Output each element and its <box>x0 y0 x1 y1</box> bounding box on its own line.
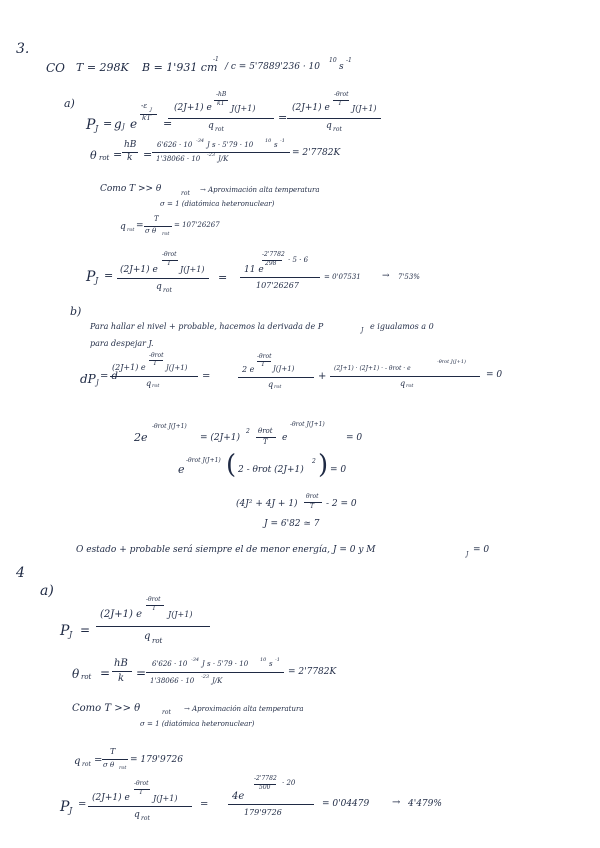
derivative-operator: = d <box>100 371 118 382</box>
fraction-bar <box>102 759 128 760</box>
exponential-e: e <box>178 463 185 476</box>
exponent: -23 <box>201 674 210 680</box>
fraction-denominator-subscript: rot <box>152 383 160 389</box>
fraction-numerator-tail: J s · 5'79 · 10 <box>207 141 254 149</box>
fraction-numerator: 6'626 · 10 <box>157 141 193 149</box>
equals-sign: = <box>103 117 113 130</box>
solution: J = 6'82 ≃ 7 <box>264 519 320 529</box>
q-subscript: rot <box>127 227 135 233</box>
unit: J/K <box>212 677 223 685</box>
exponent-numerator: -θrot <box>334 91 349 98</box>
equals-zero: = 0 <box>346 433 363 443</box>
theta-symbol: θ <box>90 149 97 162</box>
pj-subscript: J <box>95 124 99 133</box>
fraction-denominator-subscript: rot <box>274 384 282 390</box>
unit: s <box>269 660 273 668</box>
part-label: b) <box>70 305 82 318</box>
fraction-numerator: T <box>110 747 116 756</box>
fraction-bar <box>152 152 290 153</box>
fraction-bar <box>112 671 132 672</box>
condition-text: Como T >> θ <box>72 703 141 714</box>
fraction-denominator: T <box>310 503 315 510</box>
fraction-denominator: q <box>156 282 162 292</box>
exponent: -θrot J(J+1) <box>186 457 221 464</box>
fraction-numerator: θrot <box>306 493 319 500</box>
fraction-numerator: hB <box>124 140 137 150</box>
exponent-numerator: -θrot <box>146 596 161 603</box>
speed-of-light: / c = 5'7889'236 · 10 <box>225 62 320 72</box>
pj-symbol: P <box>60 623 70 639</box>
species: CO <box>46 61 66 75</box>
equals-sign: = <box>80 623 91 637</box>
exponent-denominator: T <box>153 360 158 367</box>
result: = 107'26267 <box>174 221 220 229</box>
exponent-denominator: T <box>261 361 266 368</box>
condition-subscript: rot <box>181 190 190 197</box>
exponent-denominator: kT <box>217 100 225 107</box>
fraction-denominator: q <box>134 810 140 820</box>
exponent-numerator: -2'7782 <box>262 251 285 258</box>
fraction-bar <box>96 626 210 627</box>
fraction-bar <box>240 277 320 278</box>
equals-sign: = <box>200 799 209 810</box>
fraction-denominator-subscript: rot <box>333 126 342 133</box>
equals-sign: = <box>113 148 123 161</box>
derivative-subscript: J <box>96 379 99 387</box>
equals-zero: = 0 <box>486 370 503 380</box>
exponent-denominator: 500 <box>259 784 271 791</box>
exponent: -θrot J(J+1) <box>152 423 187 430</box>
explanation-text: Para hallar el nivel + probable, hacemos la derivada de P <box>90 322 324 331</box>
fraction-denominator-subscript: rot <box>141 815 150 822</box>
fraction-bar <box>168 118 274 119</box>
exponent-denominator: 298 <box>265 260 277 267</box>
fraction-denominator: 179'9726 <box>244 808 282 817</box>
fraction-denominator: σ θ <box>103 761 115 769</box>
speed-unit-exponent: -1 <box>346 57 352 64</box>
fraction-bar <box>146 672 284 673</box>
result-percent: 7'53% <box>398 273 420 281</box>
exponent-numerator: -θrot <box>257 353 272 360</box>
exponent-denominator: T <box>152 605 157 612</box>
pj-subscript: J <box>69 630 73 639</box>
degeneracy-subscript: J <box>122 123 125 131</box>
pj-symbol: P <box>86 269 96 285</box>
fraction-numerator-tail: J(J+1) <box>352 104 377 113</box>
exponent: 2 <box>246 428 250 435</box>
equals-sign: = <box>163 117 173 130</box>
equals-sign: = <box>94 755 103 766</box>
exponent-numerator-subscript: J <box>150 107 153 113</box>
q-subscript: rot <box>82 761 91 768</box>
explanation-text: e igualamos a 0 <box>370 322 434 331</box>
plus-sign: + <box>318 371 327 382</box>
fraction-bar <box>228 804 314 805</box>
exponent-numerator: -2'7782 <box>254 775 277 782</box>
exponent: 10 <box>260 657 267 663</box>
rotational-constant: B = 1'931 cm <box>142 61 218 74</box>
fraction-numerator-tail: J(J+1) <box>180 265 205 274</box>
exponent: -34 <box>191 657 200 663</box>
conclusion-text: O estado + probable será siempre el de menor energía, J = 0 y M <box>76 545 376 555</box>
fraction-numerator: 6'626 · 10 <box>152 660 188 668</box>
exponent: 10 <box>265 138 272 144</box>
open-parenthesis: ( <box>226 450 237 480</box>
fraction-denominator-subscript: rot <box>162 231 170 237</box>
equation-term: = (2J+1) <box>200 433 241 443</box>
q-symbol: q <box>74 756 81 767</box>
exponent-numerator: -θrot <box>149 352 164 359</box>
exponent-denominator: T <box>167 260 172 267</box>
result: = 179'9726 <box>130 755 183 765</box>
symmetry-number-note: σ = 1 (diatómica heteronuclear) <box>140 720 255 728</box>
theta-subscript: rot <box>99 154 110 162</box>
theta-symbol: θ <box>72 667 80 681</box>
exponential-e: e <box>282 433 288 443</box>
arrow: → <box>382 271 390 281</box>
fraction-denominator: T <box>263 438 268 446</box>
arrow: → <box>392 797 401 808</box>
approximation-note: → Aproximación alta temperatura <box>200 186 320 194</box>
fraction-denominator: σ θ <box>145 227 157 235</box>
pj-symbol: P <box>60 799 70 815</box>
fraction-bar <box>117 278 209 279</box>
result: = 0'07531 <box>324 273 361 281</box>
section-number: 3. <box>16 41 30 57</box>
exponent: -1 <box>280 138 285 144</box>
exponent-numerator: -θrot <box>134 780 149 787</box>
fraction-denominator: k <box>127 153 133 163</box>
exponent-numerator: -θrot <box>162 251 177 258</box>
equals-sign: = <box>136 221 144 231</box>
exponent-numerator: -ε <box>141 102 148 110</box>
result-percent: 4'479% <box>408 799 442 809</box>
unit: s <box>274 141 278 149</box>
exponent: -23 <box>207 152 216 158</box>
equals-sign: = <box>143 148 153 161</box>
section-number: 4 <box>16 565 25 581</box>
fraction-denominator: q <box>268 380 274 389</box>
fraction-numerator: hB <box>114 658 128 669</box>
fraction-bar <box>110 376 198 377</box>
result: = 0'04479 <box>322 799 370 809</box>
pj-symbol: P <box>86 117 96 133</box>
symmetry-number-note: σ = 1 (diatómica heteronuclear) <box>160 200 275 208</box>
fraction-bar <box>238 377 314 378</box>
fraction-bar <box>287 118 381 119</box>
equals-sign: = <box>104 269 114 282</box>
fraction-denominator: 1'38066 · 10 <box>150 677 195 685</box>
exponent: -θrot J(J+1) <box>437 359 466 365</box>
exponent-tail: · 20 <box>282 779 296 787</box>
exponent-denominator: T <box>139 789 144 796</box>
fraction-denominator: q <box>208 121 214 131</box>
equals-sign: = <box>218 271 228 284</box>
fraction-numerator: θrot <box>258 427 273 435</box>
equals-sign: = <box>100 666 111 680</box>
exponent: 2 <box>312 458 316 465</box>
fraction-numerator: (2J+1) · (2J+1) · - θrot · e <box>334 365 411 372</box>
speed-unit: s <box>339 62 344 72</box>
q-symbol: q <box>120 222 126 232</box>
exponential-e: e <box>130 117 138 131</box>
fraction-numerator: (2J+1) e <box>174 103 212 113</box>
result: = 2'7782K <box>288 667 337 677</box>
fraction-numerator-tail: J(J+1) <box>168 610 193 619</box>
part-label: a) <box>64 97 75 110</box>
fraction-denominator: q <box>146 379 152 388</box>
exponent-numerator: -hB <box>216 91 227 98</box>
fraction-bar <box>88 806 192 807</box>
pj-subscript: J <box>69 806 73 815</box>
equals-zero: = 0 <box>330 465 347 475</box>
fraction-denominator-subscript: rot <box>163 287 172 294</box>
equals-sign: = <box>78 799 87 810</box>
fraction-numerator-tail: J(J+1) <box>273 365 295 373</box>
exponent-denominator: kT <box>142 114 151 122</box>
exponent: -34 <box>196 138 205 144</box>
equals-sign: = <box>278 111 288 124</box>
exponent-tail: · 5 · 6 <box>288 256 309 264</box>
fraction-denominator: 107'26267 <box>256 281 299 290</box>
fraction-numerator: (2J+1) e <box>112 363 146 372</box>
speed-exponent: 10 <box>329 57 337 64</box>
fraction-numerator: (2J+1) e <box>120 265 158 275</box>
fraction-denominator: q <box>144 631 151 642</box>
conclusion-subscript: J <box>466 551 469 558</box>
equation-term: (4J² + 4J + 1) <box>236 499 298 509</box>
equals-sign: = <box>136 666 147 680</box>
fraction-numerator-tail: J(J+1) <box>166 364 188 372</box>
exponent: -1 <box>275 657 280 663</box>
fraction-numerator: (2J+1) e <box>292 103 330 113</box>
fraction-denominator: 1'38066 · 10 <box>156 155 201 163</box>
exponent: -θrot J(J+1) <box>290 421 325 428</box>
rotational-constant-exponent: -1 <box>213 56 219 63</box>
pj-subscript: J <box>95 276 99 285</box>
result: = 2'7782K <box>292 148 341 158</box>
approximation-note: → Aproximación alta temperatura <box>184 705 304 713</box>
equation-term: 2 - θrot (2J+1) <box>238 465 304 475</box>
fraction-numerator-tail: J(J+1) <box>231 104 256 113</box>
explanation-text: para despejar J. <box>90 339 154 348</box>
fraction-numerator: (2J+1) e <box>92 793 130 803</box>
equation-term: 2e <box>134 431 148 444</box>
temperature: T = 298K <box>76 61 129 74</box>
fraction-numerator: (2J+1) e <box>100 609 143 620</box>
fraction-denominator-subscript: rot <box>152 637 163 645</box>
part-label: a) <box>40 583 54 599</box>
theta-subscript: rot <box>81 673 92 681</box>
equation-term: - 2 = 0 <box>326 499 357 509</box>
fraction-denominator-subscript: rot <box>215 126 224 133</box>
close-parenthesis: ) <box>318 450 329 480</box>
conclusion-text: = 0 <box>473 545 490 555</box>
exponent-denominator: T <box>338 100 343 107</box>
equals-sign: = <box>202 371 211 382</box>
unit: J/K <box>218 155 229 163</box>
fraction-denominator-subscript: rot <box>406 383 414 389</box>
explanation-subscript: J <box>361 327 364 334</box>
condition-text: Como T >> θ <box>100 184 162 194</box>
fraction-numerator: 11 e <box>244 265 264 275</box>
derivative-symbol: dP <box>80 372 96 386</box>
fraction-numerator: 4e <box>232 791 245 802</box>
degeneracy-symbol: g <box>114 117 122 131</box>
fraction-denominator: q <box>400 379 406 388</box>
fraction-numerator: 2 e <box>242 365 255 374</box>
fraction-denominator: k <box>118 673 125 684</box>
fraction-numerator-tail: J s · 5'79 · 10 <box>202 660 249 668</box>
fraction-bar <box>330 376 480 377</box>
fraction-denominator-subscript: rot <box>119 765 127 771</box>
fraction-numerator: T <box>154 215 159 223</box>
fraction-denominator: q <box>326 121 332 131</box>
condition-subscript: rot <box>162 709 171 716</box>
fraction-numerator-tail: J(J+1) <box>153 794 178 803</box>
